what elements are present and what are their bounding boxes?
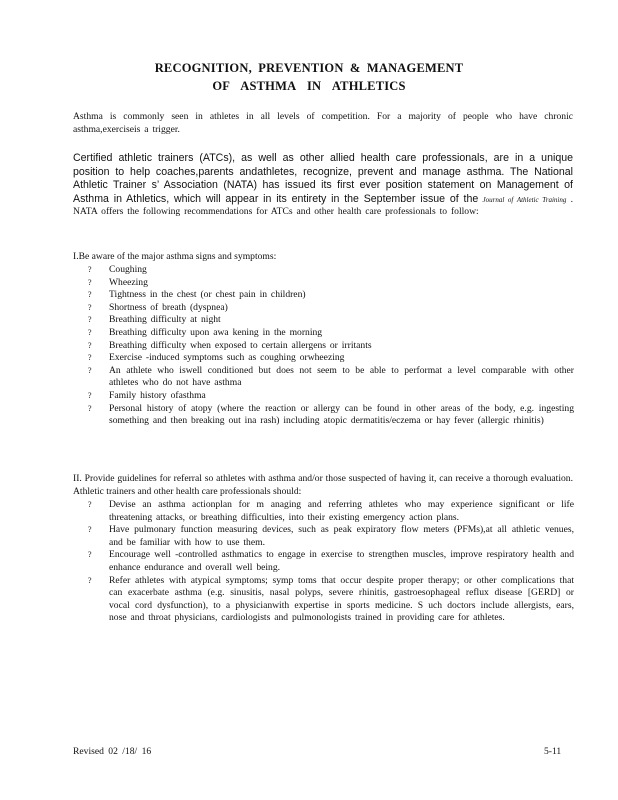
list-item: [88, 365, 574, 390]
list-item: [88, 549, 574, 574]
list-item: [88, 277, 574, 290]
list-item-text: Encourage well -controlled asthmatics to engage in exercise to strengthen muscles, improve respiratory health and enhance endurance and overall well being.: [109, 549, 574, 573]
journal-name: Journal of Athletic Training: [482, 195, 567, 204]
list-item: [88, 499, 574, 524]
section-1-heading: I.Be aware of the major asthma signs and symptoms:: [73, 251, 277, 262]
list-item-text: An athlete who iswell conditioned but does not seem to be able to performat a level comparable with other athletes who do not have asthma: [109, 364, 574, 389]
list-item: [88, 340, 574, 353]
revised-date: Revised 02 /18/ 16: [73, 746, 152, 757]
list-item-text: Personal history of atopy (where the reaction or allergy can be found in other areas of the body, e.g. ingesting something and then breaking out ina rash) including atopic dermatitis/eczema or hay fever (allergic rhinitis): [109, 402, 574, 427]
list-item-text: Shortness of breath (dyspnea): [109, 301, 228, 313]
bullet-glyph: ?: [88, 315, 92, 325]
list-item: [88, 352, 574, 365]
list-item: [88, 289, 574, 302]
list-item: [88, 524, 574, 549]
list-item-text: Coughing: [109, 264, 147, 275]
list-item: [88, 302, 574, 315]
document-title-line-2: OF ASTHMA IN ATHLETICS: [212, 79, 406, 93]
page-number: 5-11: [544, 746, 562, 757]
document-title-line-1: RECOGNITION, PREVENTION & MANAGEMENT: [154, 61, 464, 75]
list-item: [88, 575, 574, 625]
bullet-glyph: ?: [88, 550, 92, 560]
bullet-glyph: ?: [88, 525, 92, 535]
intro-paragraph-1: Asthma is commonly seen in athletes in all levels of competition. For a majority of people who have chronic asthma,exerciseis a trigger.: [73, 111, 573, 135]
list-item-text: Exercise -induced symptoms such as coughing orwheezing: [109, 352, 345, 364]
list-item: [88, 390, 574, 403]
intro-paragraph-2-text: Certified athletic trainers (ATCs), as well as other allied health care professionals, are in a unique position to help coaches,parents andathletes, recognize, prevent and manage asthma. The National Athletic Trainer s’ Association (NATA) has issued its first ever position statement on Management of Asthma in Athletics, which will appear in its entirety in the September issue of the: [73, 152, 573, 205]
bullet-glyph: ?: [88, 575, 92, 585]
bullet-glyph: ?: [88, 327, 92, 337]
intro-paragraph-2: [73, 152, 573, 219]
bullet-glyph: ?: [88, 365, 92, 375]
list-item-text: Breathing difficulty when exposed to certain allergens or irritants: [109, 339, 372, 351]
list-item-text: Breathing difficulty at night: [109, 314, 221, 326]
bullet-glyph: ?: [88, 290, 92, 300]
bullet-glyph: ?: [88, 340, 92, 350]
referral-guidelines-list: [88, 499, 574, 625]
list-item-text: Wheezing: [109, 276, 148, 288]
list-item-text: Refer athletes with atypical symptoms; symp toms that occur despite proper therapy; or other complications that can exacerbate asthma (e.g. sinusitis, nasal polyps, severe rhinitis, gastroesophageal reflux disease [GERD] or vocal cord dysfunction), to a physicianwith expertise in sports medicine. S uch doctors include allergists, ears, nose and throat physicians, cardiologists and pulmonologists trained in providing care for athletes.: [109, 574, 574, 624]
list-item: [88, 403, 574, 428]
intro-paragraph-2-text-end: . NATA offers the following recommendations for ATCs and other health care professionals to follow:: [73, 193, 573, 218]
bullet-glyph: ?: [88, 403, 92, 413]
bullet-glyph: ?: [88, 302, 92, 312]
bullet-glyph: ?: [88, 265, 92, 274]
list-item-text: Devise an asthma actionplan for m anaging and referring athletes who may experience significant or life threatening attacks, or breathing difficulties, into their existing emergency action plans.: [109, 499, 574, 523]
symptoms-list: [88, 264, 574, 428]
list-item: [88, 264, 574, 277]
bullet-glyph: ?: [88, 390, 92, 400]
list-item: [88, 327, 574, 340]
list-item-text: Have pulmonary function measuring devices, such as peak expiratory flow meters (PFMs),at all athletic venues, and be familiar with how to use them.: [109, 524, 574, 548]
list-item-text: Tightness in the chest (or chest pain in children): [109, 289, 306, 301]
bullet-glyph: ?: [88, 500, 92, 509]
list-item-text: Breathing difficulty upon awa kening in the morning: [109, 326, 323, 338]
list-item-text: Family history ofasthma: [109, 389, 206, 401]
section-2-heading: II. Provide guidelines for referral so athletes with asthma and/or those suspected of having it, can receive a thorough evaluation. Athletic trainers and other health care professionals should:: [73, 473, 573, 497]
bullet-glyph: ?: [88, 353, 92, 363]
bullet-glyph: ?: [88, 277, 92, 287]
list-item: [88, 314, 574, 327]
